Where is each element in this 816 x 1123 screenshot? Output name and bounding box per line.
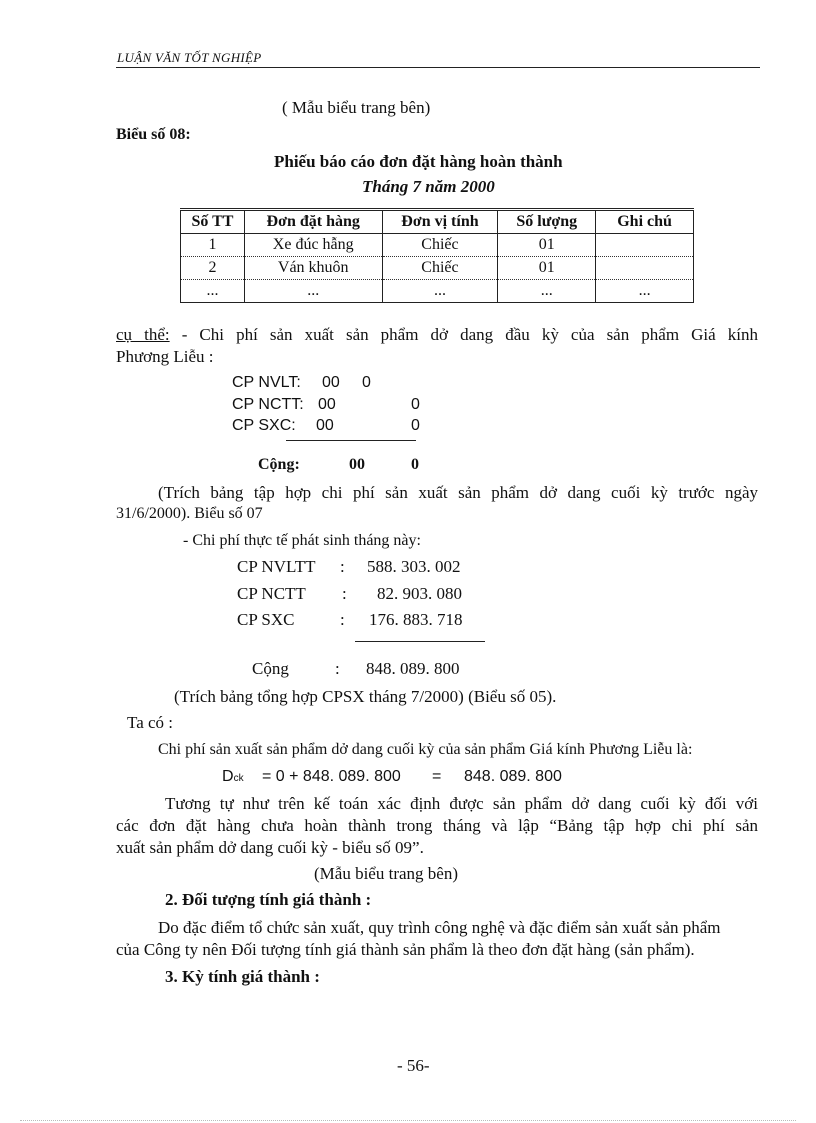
opening-nctt-label: CP NCTT: [232,396,304,413]
actual-row-sep: : [340,557,345,576]
table-cell: Chiếc [382,234,498,257]
actual-costs-heading: - Chi phí thực tế phát sinh tháng này: [183,532,421,549]
excerpt2: (Trích bảng tổng hợp CPSX tháng 7/2000) (Biểu số 05). [174,687,557,706]
opening-nctt-v1: 00 [318,396,336,413]
col-header-unit: Đơn vị tính [382,210,498,234]
col-header-note: Ghi chú [596,210,694,234]
table-cell: Chiếc [382,257,498,280]
opening-total-v1: 00 [349,456,365,473]
formula-symbol [222,768,244,786]
table-cell: ... [244,280,382,303]
form-label: Biểu số 08: [116,126,191,143]
col-header-order: Đơn đặt hàng [244,210,382,234]
page-bottom-edge [20,1120,796,1121]
actual-row-value: 588. 303. 002 [367,557,461,576]
opening-sxc-v1: 00 [316,417,334,434]
note-template-next-page-2: (Mẫu biểu trang bên) [314,864,458,883]
detail-text: - Chi phí sản xuất sản phẩm dở dang đầu kỳ của sản phẩm Giá kính [169,325,758,344]
para-similar-line1: Tương tự như trên kế toán xác định được sản phẩm dở dang cuối kỳ đối với [165,794,758,813]
table-cell [596,257,694,280]
opening-total-v2: 0 [411,456,419,473]
formula-eq: = [432,768,442,785]
table-cell: Xe đúc hẫng [244,234,382,257]
para-similar-line2: các đơn đặt hàng chưa hoàn thành trong tháng và lập “Bảng tập hợp chi phí sản [116,816,758,835]
detail-lead: cụ thể: [116,325,170,344]
table-cell: 01 [498,257,596,280]
opening-sxc-v2: 0 [411,417,420,434]
wip-sentence: Chi phí sản xuất sản phẩm dở dang cuối kỳ của sản phẩm Giá kính Phương Liễu là: [158,741,693,758]
running-header: LUẬN VĂN TỐT NGHIỆP [117,50,262,65]
excerpt1-line2: 31/6/2000). Biểu số 07 [116,505,263,522]
table-row [181,234,694,257]
form-subtitle: Tháng 7 năm 2000 [362,177,495,196]
actual-row-label: CP NVLTT [237,557,316,576]
actual-row-label: CP SXC [237,610,295,629]
table-row [181,280,694,303]
table-cell: ... [382,280,498,303]
excerpt1-line1: (Trích bảng tập hợp chi phí sản xuất sản phẩm dở dang cuối kỳ trước ngày [158,483,758,502]
header-rule [116,67,760,68]
formula-d: D [222,768,234,785]
detail-paragraph-line1 [116,325,758,345]
opening-nvlt-v2: 0 [362,374,371,391]
actual-total-sep: : [335,659,340,678]
completed-orders-table [180,208,694,303]
opening-sxc-label: CP SXC: [232,417,296,434]
actual-total-label: Cộng [252,659,289,678]
formula-sub: ck [233,773,244,784]
opening-total-label: Cộng: [258,456,300,473]
actual-row-sep: : [340,610,345,629]
section2-line2: của Công ty nên Đối tượng tính giá thành sản phẩm là theo đơn đặt hàng (sản phẩm). [116,940,695,959]
section2-heading: 2. Đối tượng tính giá thành : [165,890,372,909]
table-cell: 01 [498,234,596,257]
actual-row-value: 176. 883. 718 [369,610,463,629]
actual-row-value: 82. 903. 080 [377,584,462,603]
table-header-row [181,210,694,234]
actual-row-label: CP NCTT [237,584,306,603]
section3-heading: 3. Kỳ tính giá thành : [165,967,320,986]
opening-sum-rule [286,440,416,441]
table-cell: Ván khuôn [244,257,382,280]
formula-expr: = 0 + 848. 089. 800 [262,768,401,785]
actual-sum-rule [355,641,485,642]
col-header-stt: Số TT [181,210,245,234]
actual-total-value: 848. 089. 800 [366,659,460,678]
table-cell: 2 [181,257,245,280]
table-cell: ... [596,280,694,303]
table-row [181,257,694,280]
table-cell: 1 [181,234,245,257]
form-title: Phiếu báo cáo đơn đặt hàng hoàn thành [274,152,563,171]
section2-line1: Do đặc điểm tổ chức sản xuất, quy trình công nghệ và đặc điểm sản xuất sản phẩm [158,918,721,937]
page-number: - 56- [397,1056,430,1075]
table-cell: ... [181,280,245,303]
table-cell [596,234,694,257]
para-similar-line3: xuất sản phẩm dở dang cuối kỳ - biểu số 09”. [116,838,424,857]
formula-result: 848. 089. 800 [464,768,562,785]
detail-paragraph-line2: Phương Liễu : [116,347,214,366]
col-header-quantity: Số lượng [498,210,596,234]
actual-row-sep: : [342,584,347,603]
table-cell: ... [498,280,596,303]
opening-nctt-v2: 0 [411,396,420,413]
ta-co: Ta có : [127,713,174,732]
opening-nvlt-v1: 00 [322,374,340,391]
opening-nvlt-label: CP NVLT: [232,374,301,391]
note-template-next-page: ( Mẫu biểu trang bên) [282,98,431,117]
